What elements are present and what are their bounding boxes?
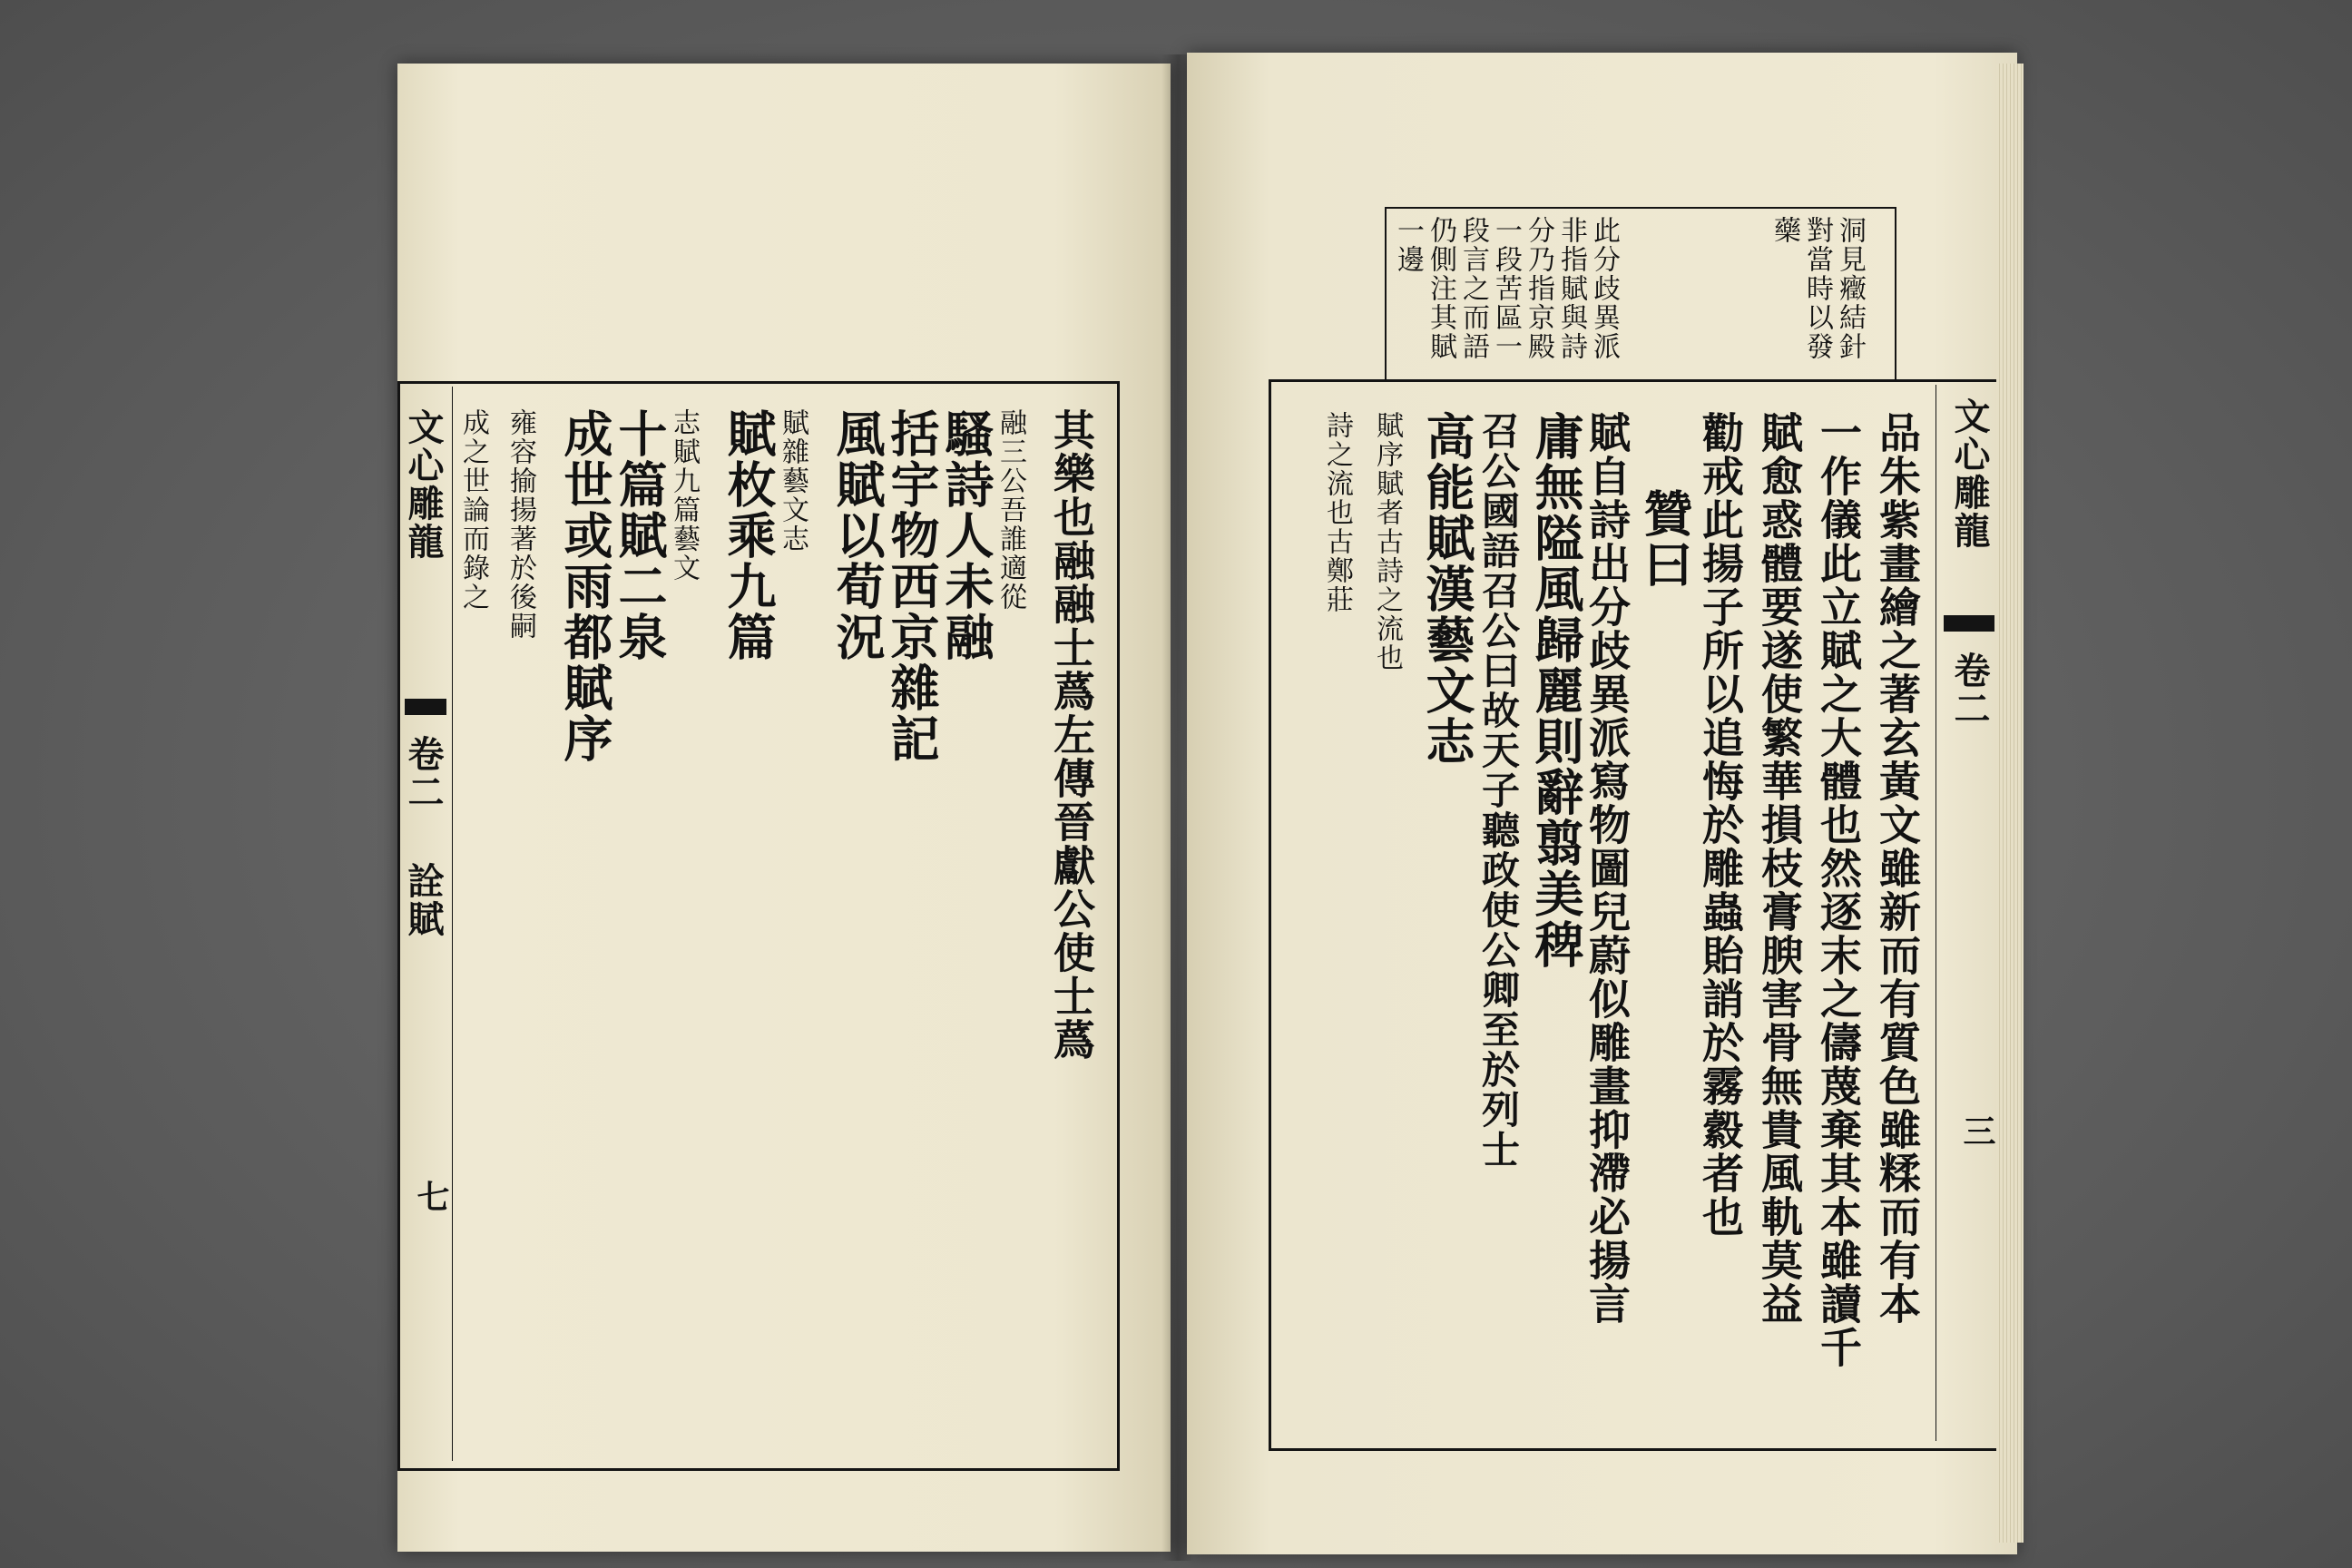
left-column-3: 騷詩人未融 bbox=[937, 408, 995, 662]
left-column-5: 風賦以荀況 bbox=[828, 408, 887, 662]
margin-note-b: 此分歧異派非指賦與詩分乃指京殿一段苦區一段言之而語仍側注其賦一邊 bbox=[1392, 216, 1620, 361]
left-fold-chapter: 卷二 bbox=[402, 735, 445, 811]
right-column-9: 高能賦漢藝文志 bbox=[1418, 411, 1476, 767]
left-fold-title: 文心雕龍 bbox=[402, 408, 445, 561]
right-column-5: 贊曰 bbox=[1636, 488, 1694, 590]
left-column-1: 其樂也融融士蔿左傳晉獻公使士蔿 bbox=[1047, 408, 1096, 1062]
left-page bbox=[397, 64, 1171, 1552]
right-column-3: 賦愈惑體要遂使繁華損枝膏腴害骨無貴風軌莫益 bbox=[1755, 411, 1804, 1326]
margin-note-a: 洞見癥結針對當時以發藥 bbox=[1769, 216, 1866, 361]
right-column-10: 賦序賦者古詩之流也 bbox=[1371, 411, 1403, 672]
left-column-7: 賦枚乘九篇 bbox=[720, 408, 778, 662]
left-column-4: 括宇物西京雜記 bbox=[883, 408, 941, 764]
left-column-9: 十篇賦二泉 bbox=[611, 408, 669, 662]
left-column-8: 志賦九篇藝文 bbox=[668, 408, 700, 583]
right-column-11: 詩之流也古鄭莊 bbox=[1321, 411, 1353, 614]
left-column-6: 賦雜藝文志 bbox=[777, 408, 808, 554]
page-stack-edge bbox=[1996, 64, 2024, 1543]
right-fold-chapter: 卷二 bbox=[1948, 652, 1991, 728]
left-column-12: 成之世論而錄之 bbox=[457, 408, 489, 612]
right-column-4: 勸戒此揚子所以追悔於雕蟲貽誚於霧縠者也 bbox=[1696, 411, 1745, 1239]
right-page-number: 三 bbox=[1958, 1114, 1996, 1147]
left-page-number: 七 bbox=[412, 1180, 450, 1212]
right-column-7: 庸無隘風歸麗則辭翦美稗 bbox=[1527, 411, 1585, 970]
left-column-10: 成世或雨都賦序 bbox=[556, 408, 614, 764]
right-page bbox=[1187, 53, 2017, 1554]
right-column-8: 召公國語召公曰故天子聽政使公卿至於列士 bbox=[1476, 411, 1521, 1170]
left-fold-section: 詮賦 bbox=[402, 862, 445, 938]
left-column-11: 雍容揄揚著於後嗣 bbox=[505, 408, 536, 641]
left-fold-mark bbox=[405, 699, 446, 715]
right-fold-mark bbox=[1944, 615, 1994, 632]
right-column-2: 一作儀此立賦之大體也然逐末之儔蔑棄其本雖讀千 bbox=[1814, 411, 1863, 1369]
right-column-1: 品朱紫畫繪之著玄黃文雖新而有質色雖糅而有本 bbox=[1873, 411, 1922, 1326]
left-column-2: 融三公吾誰適從 bbox=[995, 408, 1026, 612]
right-column-6: 賦自詩出分歧異派寫物圖兒蔚似雕畫抑滯必揚言 bbox=[1583, 411, 1632, 1326]
right-fold-title: 文心雕龍 bbox=[1948, 397, 1991, 550]
